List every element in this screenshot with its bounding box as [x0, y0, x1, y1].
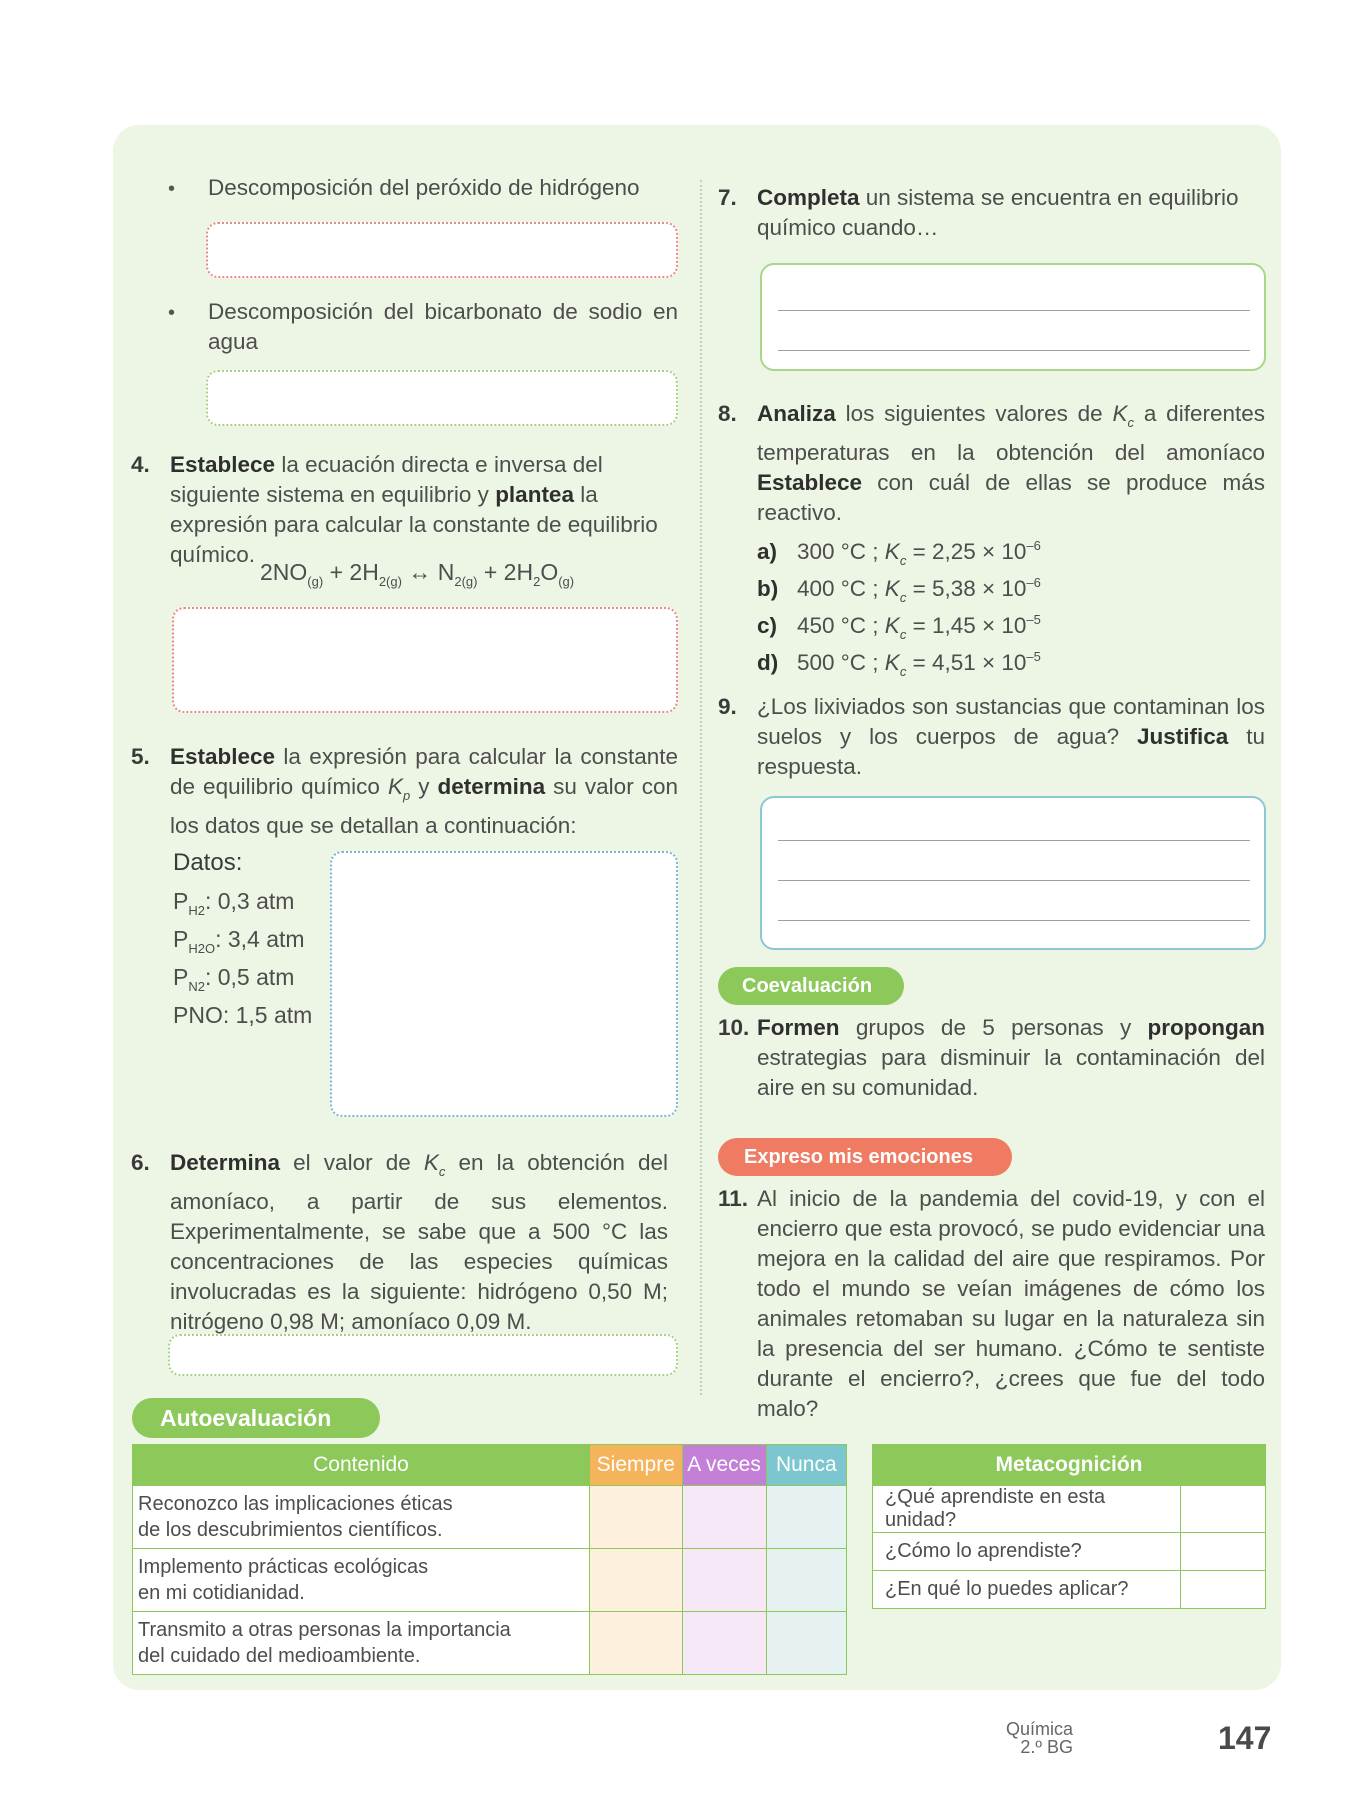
question-10-number: 10. [718, 1015, 750, 1040]
answer-box-bicarbonato[interactable] [206, 370, 678, 426]
answer-line [778, 350, 1250, 351]
answer-line [778, 920, 1250, 921]
question-5-text: Establece la expresión para calcular la constante de equilibrio químico $K_p$ y determina su valor con los datos que se detallan a continuación: [170, 744, 678, 838]
question-11-number: 11. [718, 1186, 749, 1211]
option-c: c) 450 °C ; $K_c = 1,45 \times 10^{-5}$ [757, 612, 1041, 642]
option-a: a) 300 °C ; $K_c = 2,25 \times 10^{-6}$ [757, 538, 1041, 568]
table-row [873, 1533, 1266, 1571]
header-a-veces: A veces [682, 1445, 766, 1486]
header-metacognicion: Metacognición [873, 1445, 1266, 1486]
question-6-text: Determina el valor de $K_c$ en la obtención del amoníaco, a partir de sus elementos. Experimentalmente, se sabe que a 500 °C las concentraciones de las especies químicas involucradas es la siguiente: hidrógeno 0,50 M; nitrógeno 0,98 M; amoníaco 0,09 M. [170, 1150, 668, 1334]
table-row [133, 1612, 847, 1675]
option-d: d) 500 °C ; $K_c = 4,51 \times 10^{-5}$ [757, 649, 1041, 679]
question-4-text: Establece la ecuación directa e inversa del siguiente sistema en equilibrio y plantea la expresión para calcular la constante de equilibrio químico. [170, 452, 658, 567]
metacognicion-answer-cell[interactable] [1181, 1486, 1266, 1533]
a-veces-cell[interactable] [682, 1549, 766, 1612]
metacognicion-answer-cell[interactable] [1181, 1571, 1266, 1609]
page-number: 147 [1218, 1720, 1272, 1756]
coevaluacion-badge: Coevaluación [718, 967, 904, 1005]
datos-title: Datos: [173, 849, 243, 876]
nunca-cell[interactable] [766, 1549, 846, 1612]
dato-h2: $P_{H2}$: 0,3 atm [173, 888, 295, 918]
answer-line [778, 880, 1250, 881]
answer-box-q9[interactable] [760, 796, 1266, 950]
dato-h2o: $P_{H2O}$: 3,4 atm [173, 926, 305, 956]
nunca-cell[interactable] [766, 1612, 846, 1675]
dato-n2: $P_{N2}$: 0,5 atm [173, 964, 295, 994]
contenido-cell: Reconozco las implicaciones éticas de los descubrimientos científicos. [133, 1486, 590, 1549]
answer-line [778, 840, 1250, 841]
footer-subject [1006, 1720, 1073, 1756]
answer-line [778, 310, 1250, 311]
question-8-text: Analiza los siguientes valores de $K_c$ a diferentes temperaturas en la obtención del amoníaco Establece con cuál de ellas se produce más reactivo. [757, 401, 1265, 525]
nunca-cell[interactable] [766, 1486, 846, 1549]
table-header-row [133, 1445, 847, 1486]
chemical-equation: $2NO_{(g)} + 2H_{2(g)}$ ↔ $N_{2(g)} + 2H_2O_{(g)}$ [260, 559, 575, 589]
question-10-text: Formen grupos de 5 personas y propongan estrategias para disminuir la contaminación del aire en su comunidad. [757, 1015, 1265, 1100]
question-6-number: 6. [131, 1150, 150, 1175]
answer-box-q4[interactable] [172, 607, 678, 713]
contenido-cell: Transmito a otras personas la importancia del cuidado del medioambiente. [133, 1612, 590, 1675]
metacognicion-question: ¿Qué aprendiste en esta unidad? [873, 1486, 1181, 1533]
question-9-number: 9. [718, 694, 737, 719]
bullet-dot: • [168, 178, 176, 200]
dato-no: PNO: 1,5 atm [173, 1002, 313, 1028]
question-11-text: Al inicio de la pandemia del covid-19, y con el encierro que esta provocó, se pudo evidenciar una mejora en la calidad del aire que respiramos. Por todo el mundo se veían imágenes de cómo los animales retomaban su lugar en la naturaleza sin la presencia del ser humano. ¿Cómo te sentiste durante el encierro?, ¿crees que fue del todo malo? [757, 1186, 1265, 1421]
metacognicion-table [872, 1444, 1266, 1609]
bullet-dot: • [168, 302, 176, 324]
answer-box-peroxido[interactable] [206, 222, 678, 278]
answer-box-q5[interactable] [330, 851, 678, 1117]
table-row [133, 1486, 847, 1549]
autoevaluacion-table [132, 1444, 847, 1675]
footer-subject-name: Química [1005, 1719, 1073, 1739]
table-row [133, 1549, 847, 1612]
metacognicion-question: ¿En qué lo puedes aplicar? [873, 1571, 1181, 1609]
question-7-number: 7. [718, 185, 737, 210]
siempre-cell[interactable] [589, 1612, 682, 1675]
contenido-cell: Implemento prácticas ecológicas en mi cotidianidad. [133, 1549, 590, 1612]
bullet-peroxido: Descomposición del peróxido de hidrógeno [208, 175, 640, 200]
answer-box-q6[interactable] [168, 1334, 678, 1376]
answer-box-q7[interactable] [760, 263, 1266, 371]
bullet-bicarbonato: Descomposición del bicarbonato de sodio en agua [208, 299, 678, 354]
question-8-number: 8. [718, 401, 737, 426]
siempre-cell[interactable] [589, 1486, 682, 1549]
autoevaluacion-badge: Autoevaluación [132, 1398, 380, 1438]
siempre-cell[interactable] [589, 1549, 682, 1612]
question-4-number: 4. [131, 452, 150, 477]
table-row [873, 1571, 1266, 1609]
header-contenido: Contenido [133, 1445, 590, 1486]
expreso-emociones-badge: Expreso mis emociones [718, 1138, 1012, 1176]
table-row [873, 1486, 1266, 1533]
header-nunca: Nunca [766, 1445, 846, 1486]
option-b: b) 400 °C ; $K_c = 5,38 \times 10^{-6}$ [757, 575, 1041, 605]
question-5-number: 5. [131, 744, 150, 769]
a-veces-cell[interactable] [682, 1486, 766, 1549]
metacognicion-question: ¿Cómo lo aprendiste? [873, 1533, 1181, 1571]
table-header-row [873, 1445, 1266, 1486]
footer-grade: 2.º BG [1020, 1737, 1073, 1757]
question-9-text: ¿Los lixiviados son sustancias que contaminan los suelos y los cuerpos de agua? Justifica tu respuesta. [757, 694, 1265, 779]
column-divider [700, 180, 702, 1395]
metacognicion-answer-cell[interactable] [1181, 1533, 1266, 1571]
question-7-text: Completa un sistema se encuentra en equilibrio químico cuando… [757, 185, 1239, 240]
header-siempre: Siempre [589, 1445, 682, 1486]
a-veces-cell[interactable] [682, 1612, 766, 1675]
